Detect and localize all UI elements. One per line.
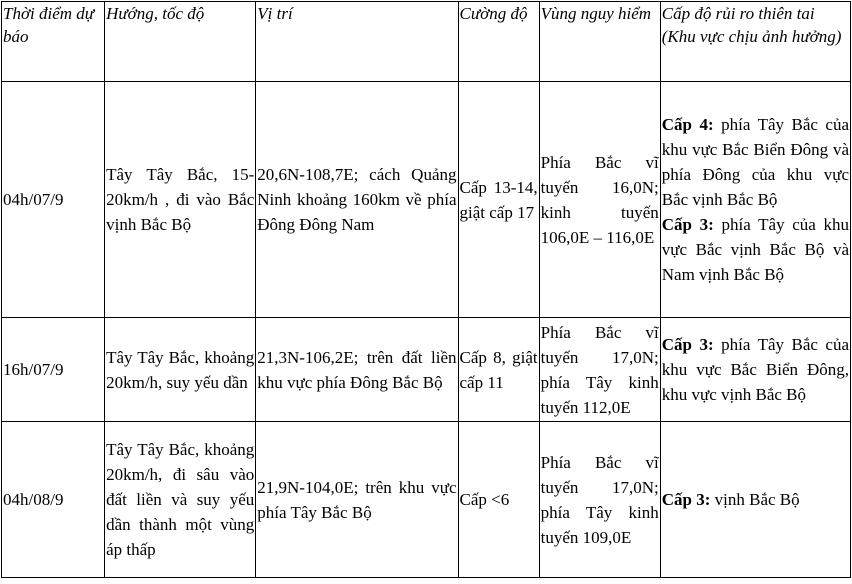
table-row — [2, 422, 851, 578]
risk-level: Cấp 3: — [661, 490, 711, 509]
cell-position: 20,6N-108,7E; cách Quảng Ninh khoảng 160km về phía Đông Đông Nam — [256, 82, 458, 318]
cell-time: 16h/07/9 — [2, 318, 105, 422]
risk-entry — [662, 332, 849, 407]
risk-level: Cấp 3: — [661, 215, 714, 234]
cell-intensity: Cấp 13-14, giật cấp 17 — [458, 82, 539, 318]
risk-level: Cấp 4: — [661, 115, 714, 134]
cell-direction: Tây Tây Bắc, khoảng 20km/h, đi sâu vào đất liền và suy yếu dần thành một vùng áp thấp — [105, 422, 256, 578]
header-intensity: Cường độ — [458, 2, 539, 82]
cell-risk — [660, 422, 850, 578]
cell-danger-zone: Phía Bắc vĩ tuyến 17,0N; phía Tây kinh tuyến 109,0E — [539, 422, 660, 578]
risk-entry — [662, 212, 849, 287]
header-time: Thời điểm dự báo — [2, 2, 105, 82]
cell-time: 04h/08/9 — [2, 422, 105, 578]
forecast-table — [1, 1, 851, 578]
header-direction: Hướng, tốc độ — [105, 2, 256, 82]
risk-area: phía Tây Bắc của khu vực Bắc Biển Đông và phía Đông của khu vực Bắc vịnh Bắc Bộ — [661, 115, 849, 209]
risk-entry — [662, 487, 849, 512]
cell-direction: Tây Tây Bắc, 15-20km/h , đi vào Bắc vịnh Bắc Bộ — [105, 82, 256, 318]
cell-danger-zone: Phía Bắc vĩ tuyến 17,0N; phía Tây kinh tuyến 112,0E — [539, 318, 660, 422]
table-row — [2, 82, 851, 318]
table-row — [2, 318, 851, 422]
cell-risk — [660, 318, 850, 422]
cell-direction: Tây Tây Bắc, khoảng 20km/h, suy yếu dần — [105, 318, 256, 422]
table-header-row — [2, 2, 851, 82]
cell-position: 21,9N-104,0E; trên khu vực phía Tây Bắc Bộ — [256, 422, 458, 578]
risk-area: phía Tây Bắc của khu vực Bắc Biển Đông, khu vực vịnh Bắc Bộ — [661, 335, 849, 404]
header-position: Vị trí — [256, 2, 458, 82]
risk-area: phía Tây của khu vực Bắc vịnh Bắc Bộ và Nam vịnh Bắc Bộ — [661, 215, 849, 284]
cell-position: 21,3N-106,2E; trên đất liền khu vực phía Đông Bắc Bộ — [256, 318, 458, 422]
risk-entry — [662, 112, 849, 212]
risk-area: vịnh Bắc Bộ — [710, 490, 800, 509]
cell-danger-zone: Phía Bắc vĩ tuyến 16,0N; kinh tuyến 106,0E – 116,0E — [539, 82, 660, 318]
risk-level: Cấp 3: — [661, 335, 714, 354]
header-risk: Cấp độ rủi ro thiên tai (Khu vực chịu ảnh hưởng) — [660, 2, 850, 82]
header-danger-zone: Vùng nguy hiểm — [539, 2, 660, 82]
cell-risk — [660, 82, 850, 318]
cell-intensity: Cấp 8, giật cấp 11 — [458, 318, 539, 422]
cell-time: 04h/07/9 — [2, 82, 105, 318]
cell-intensity: Cấp <6 — [458, 422, 539, 578]
